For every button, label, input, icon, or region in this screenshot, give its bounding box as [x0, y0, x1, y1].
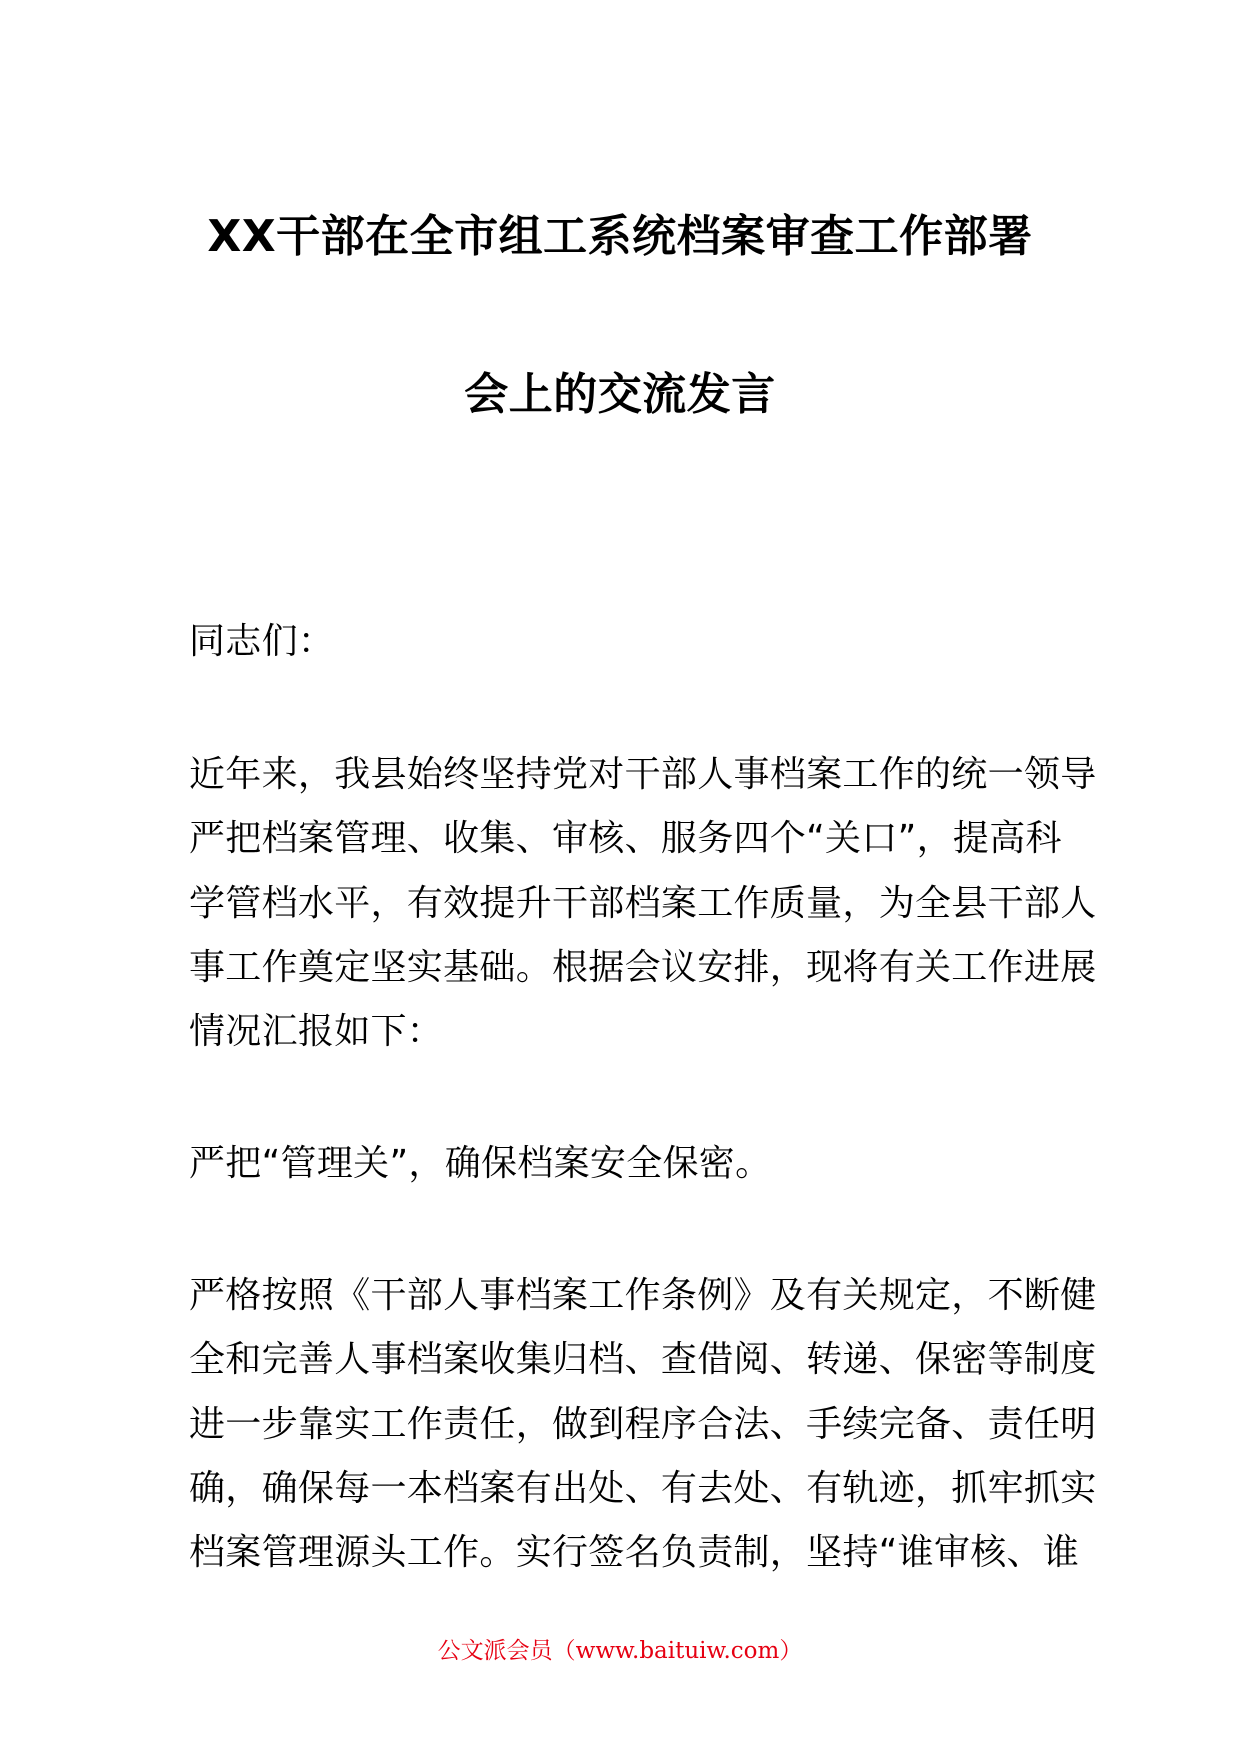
- section-heading: [189, 1132, 1069, 1196]
- paragraph-line: 进一步靠实工作责任，做到程序合法、手续完备、责任明: [189, 1403, 1097, 1445]
- footer-watermark-text: 公文派会员（www.baituiw.com）: [437, 1638, 803, 1664]
- section-heading-text: 严把“管理关”，确保档案安全保密。: [189, 1143, 772, 1184]
- paragraph-line: 严格按照《干部人事档案工作条例》及有关规定，不断健: [189, 1275, 1097, 1316]
- paragraph-line: 严把档案管理、收集、审核、服务四个“关口”，提高科: [189, 818, 1062, 860]
- intro-paragraph: [189, 743, 1097, 1064]
- salutation-text: 同志们：: [189, 621, 335, 662]
- document-title-line-2: 会上的交流发言: [464, 369, 776, 420]
- paragraph-line: 确，确保每一本档案有出处、有去处、有轨迹，抓牢抓实: [189, 1467, 1097, 1509]
- paragraph-line: 学管档水平，有效提升干部档案工作质量，为全县干部人: [189, 882, 1097, 924]
- paragraph-line: 档案管理源头工作。实行签名负责制，坚持“谁审核、谁: [189, 1532, 1080, 1574]
- salutation: [189, 610, 1069, 674]
- paragraph-line: 近年来，我县始终坚持党对干部人事档案工作的统一领导: [189, 754, 1097, 795]
- section-paragraph: [189, 1264, 1097, 1585]
- paragraph-line: 情况汇报如下：: [189, 1011, 444, 1053]
- paragraph-line: 事工作奠定坚实基础。根据会议安排，现将有关工作进展: [189, 946, 1097, 988]
- paragraph-line: 全和完善人事档案收集归档、查借阅、转递、保密等制度: [189, 1339, 1097, 1381]
- document-title-line-1: XX干部在全市组工系统档案审查工作部署: [207, 211, 1033, 262]
